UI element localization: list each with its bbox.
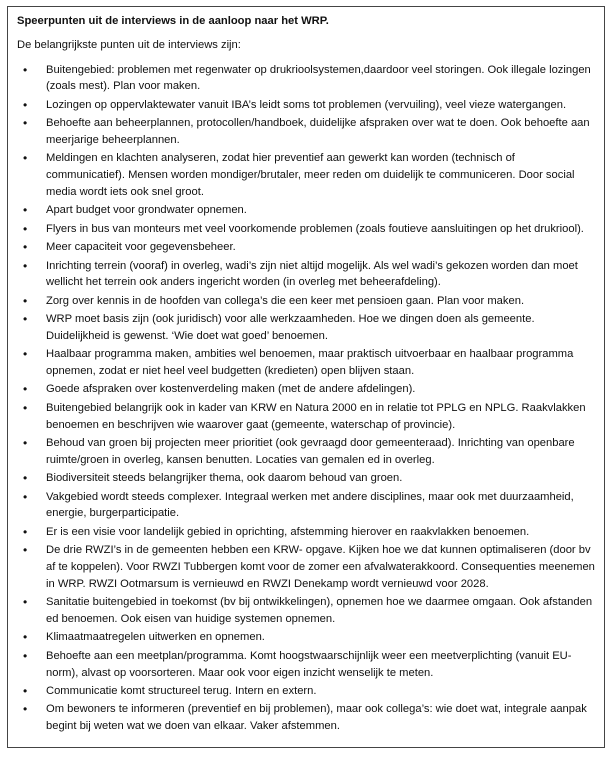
list-item: • De drie RWZI’s in de gemeenten hebben een KRW- opgave. Kijken hoe we dat kunnen optimaliseren (door bv af te koppelen). Voor RWZI Tubbergen komt voor de zomer een afvalwaterakkoord. Consequenties meenemen in WRP. RWZI Ootmarsum is vernieuwd en RWZI Denekamp wordt vernieuwd voor 2028.	[17, 542, 596, 592]
list-item: • Lozingen op oppervlaktewater vanuit IBA’s leidt soms tot problemen (vervuiling), veel vieze watergangen.	[17, 97, 596, 114]
bullet-list	[17, 62, 596, 735]
list-item: • Biodiversiteit steeds belangrijker thema, ook daarom behoud van groen.	[17, 470, 596, 487]
list-item: • Vakgebied wordt steeds complexer. Integraal werken met andere disciplines, maar ook met duurzaamheid, energie, burgerparticipatie.	[17, 489, 596, 523]
list-item: • Behoefte aan een meetplan/programma. Komt hoogstwaarschijnlijk weer een meetverplichting (vanuit EU-norm), alvast op voorsorteren. Maar ook voor eigen inzicht wenselijk te meten.	[17, 648, 596, 682]
list-item: • Inrichting terrein (vooraf) in overleg, wadi’s zijn niet altijd mogelijk. Als wel wadi’s gekozen worden dan moet wellicht het terrein ook anders ingericht worden (in overleg met beheerafdeling).	[17, 258, 596, 292]
list-item: • Meldingen en klachten analyseren, zodat hier preventief aan gewerkt kan worden (technisch of communicatief). Mensen worden mondiger/brutaler, meer reden om duidelijk te communiceren. Door social media wordt iets ook snel groot.	[17, 150, 596, 200]
intro-text: De belangrijkste punten uit de interviews zijn:	[17, 38, 241, 51]
page-title: Speerpunten uit de interviews in de aanloop naar het WRP.	[17, 15, 329, 27]
list-item: • Behoefte aan beheerplannen, protocollen/handboek, duidelijke afspraken over wat te doen. Ook behoefte aan meerjarige beheerplannen.	[17, 115, 596, 149]
list-item: • Haalbaar programma maken, ambities wel benoemen, maar praktisch uitvoerbaar en haalbaar programma opnemen, zodat er niet heel veel budgetten (kredieten) open blijven staan.	[17, 346, 596, 380]
text-box	[7, 6, 605, 748]
list-item: • Apart budget voor grondwater opnemen.	[17, 202, 596, 219]
list-item: • Zorg over kennis in de hoofden van collega’s die een keer met pensioen gaan. Plan voor maken.	[17, 293, 596, 310]
list-item: • WRP moet basis zijn (ook juridisch) voor alle werkzaamheden. Hoe we dingen doen als gemeente. Duidelijkheid is gewenst. ‘Wie doet wat goed’ benoemen.	[17, 311, 596, 345]
list-item: • Buitengebied: problemen met regenwater op drukrioolsystemen,daardoor veel storingen. Ook illegale lozingen (zoals mest). Plan voor maken.	[17, 62, 596, 96]
list-item: • Meer capaciteit voor gegevensbeheer.	[17, 239, 596, 256]
list-item: • Om bewoners te informeren (preventief en bij problemen), maar ook collega’s: wie doet wat, integrale aanpak begint bij weten wat we doen van elkaar. Vaker afstemmen.	[17, 701, 596, 735]
list-item: • Flyers in bus van monteurs met veel voorkomende problemen (zoals foutieve aansluitingen op het drukriool).	[17, 221, 596, 238]
list-item: • Communicatie komt structureel terug. Intern en extern.	[17, 683, 596, 700]
list-item: • Er is een visie voor landelijk gebied in oprichting, afstemming hierover en raakvlakken benoemen.	[17, 524, 596, 541]
list-item: • Behoud van groen bij projecten meer prioritiet (ook gevraagd door gemeenteraad). Inrichting van openbare ruimte/groen in overleg, kansen benutten. Locaties van gemalen ed in overleg.	[17, 435, 596, 469]
list-item: • Buitengebied belangrijk ook in kader van KRW en Natura 2000 en in relatie tot PPLG en NPLG. Raakvlakken benoemen en beschrijven wie waarover gaat (gemeente, waterschap of provincie).	[17, 400, 596, 434]
list-item: • Klimaatmaatregelen uitwerken en opnemen.	[17, 629, 596, 646]
list-item: • Sanitatie buitengebied in toekomst (bv bij ontwikkelingen), opnemen hoe we daarmee omgaan. Ook afstanden ed benoemen. Ook eisen van huidige systemen opnemen.	[17, 594, 596, 628]
list-item: • Goede afspraken over kostenverdeling maken (met de andere afdelingen).	[17, 381, 596, 398]
